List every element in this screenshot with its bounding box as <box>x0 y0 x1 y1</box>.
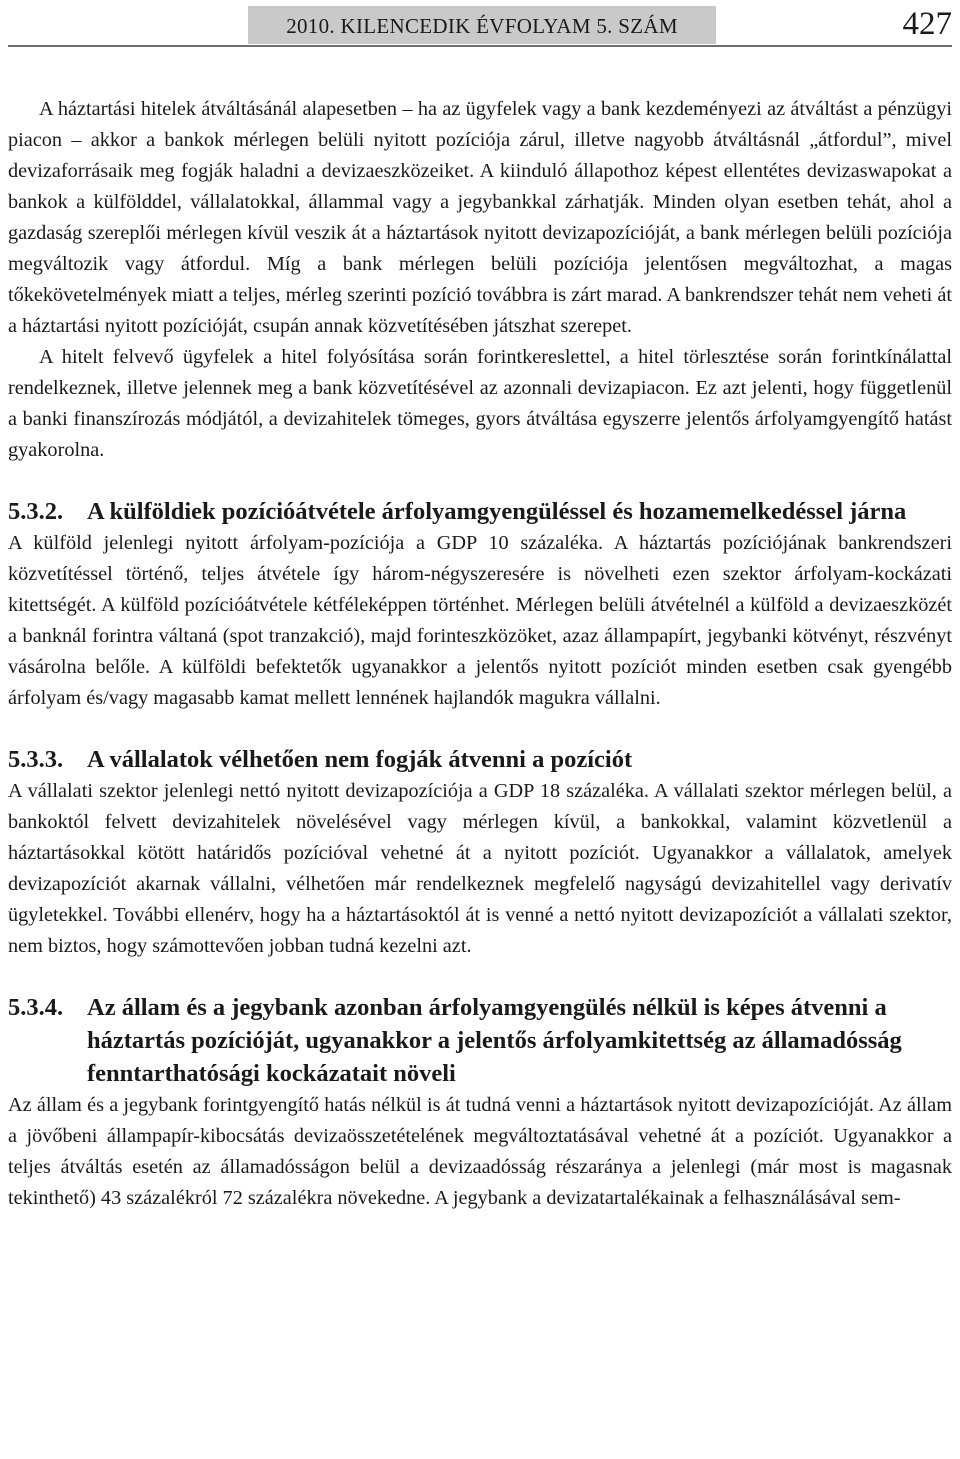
header-rule <box>8 45 952 47</box>
section-number: 5.3.2. <box>8 498 64 525</box>
section-paragraph: A vállalati szektor jelenlegi nettó nyitott devizapozíciója a GDP 18 százaléka. A vállalati szektor mérlegen belül, a bankoktól felvett devizahitelek növelésével vagy mérlegen kívül, a bankokkal, valamint közvetlenül a háztartásokkal kötött határidős pozícióval vehetné át a nyitott pozíciót. Ugyanakkor a vállalatok, amelyek devizapozíciót akarnak vállalni, vélhetően már rendelkeznek megfelelő nagyságú devizahitellel vagy derivatív ügyletekkel. További ellenérv, hogy ha a háztartásoktól át is venné a nettó nyitott devizapozíciót a vállalati szektor, nem biztos, hogy számottevően jobban tudná kezelni azt. <box>8 780 952 957</box>
section-heading <box>8 991 952 1090</box>
section-number: 5.3.4. <box>8 994 64 1021</box>
section-title: A vállalatok vélhetően nem fogják átvenni a pozíciót <box>87 746 633 773</box>
section-heading <box>8 743 952 776</box>
section-heading <box>8 495 952 528</box>
running-header-title: 2010. KILENCEDIK ÉVFOLYAM 5. SZÁM <box>286 14 678 38</box>
section-title: A külföldiek pozícióátvétele árfolyamgyengüléssel és hozamemelkedéssel járna <box>87 498 907 525</box>
body-paragraph: A hitelt felvevő ügyfelek a hitel folyósítása során forintkereslettel, a hitel törlesztése során forintkínálattal rendelkeznek, illetve jelennek meg a bank közvetítésével az azonnali devizapiacon. Ez azt jelenti, hogy függetlenül a banki finanszírozás módjától, a devizahitelek tömeges, gyors átváltása egyszerre jelentős árfolyamgyengítő hatást gyakorolna. <box>8 346 952 461</box>
section-title: Az állam és a jegybank azonban árfolyamgyengülés nélkül is képes átvenni a háztartás pozícióját, ugyanakkor a jelentős árfolyamkitettség az államadósság fenntarthatósági kockázatait növeli <box>87 994 902 1087</box>
section-paragraph: Az állam és a jegybank forintgyengítő hatás nélkül is át tudná venni a háztartások nyitott devizapozícióját. Az állam a jövőbeni állampapír-kibocsátás devizaösszetételének megváltoztatásával vehetné át a pozíciót. Ugyanakkor a teljes átváltás esetén az államadósságon belül a devizaadósság részaránya a jelenlegi (már most is magasnak tekinthető) 43 százalékról 72 százalékra növekedne. A jegybank a devizatartalékainak a felhasználásával sem- <box>8 1094 952 1209</box>
page-number: 427 <box>902 6 952 42</box>
section-paragraph: A külföld jelenlegi nyitott árfolyam-pozíciója a GDP 10 százaléka. A háztartás pozíciójának bankrendszeri közvetítéssel történő, teljes átvétele így három-négyszeresére is növelheti ezen szektor árfolyam-kockázati kitettségét. A külföld pozícióátvétele kétféleképpen történhet. Mérlegen belüli átvételnél a külföld a devizaeszközét a banknál forintra váltaná (spot tranzakció), majd forinteszközöket, azaz állampapírt, jegybanki kötvényt, részvényt vásárolna belőle. A külföldi befektetők ugyanakkor a jelentős nyitott pozíciót minden esetben csak gyengébb árfolyam és/vagy magasabb kamat mellett lennének hajlandók magukra vállalni. <box>8 532 952 709</box>
body-paragraph: A háztartási hitelek átváltásánál alapesetben – ha az ügyfelek vagy a bank kezdeményezi az átváltást a pénzügyi piacon – akkor a bankok mérlegen belüli nyitott pozíciója zárul, illetve nagyobb átváltásnál „átfordul”, mivel devizaforrásaik meg fogják haladni a devizaeszközeiket. A kiinduló állapothoz képest ellentétes devizaswapokat a bankok a külfölddel, vállalatokkal, állammal vagy a jegybankkal zárhatják. Minden olyan esetben tehát, ahol a gazdaság szereplői mérlegen kívül veszik át a háztartások nyitott devizapozícióját, a bank mérlegen belüli pozíciója megváltozik vagy átfordul. Míg a bank mérlegen belüli pozíciója jelentősen megváltozhat, a magas tőkekövetelmények miatt a teljes, mérleg szerinti pozíció továbbra is zárt marad. A bankrendszer tehát nem veheti át a háztartási nyitott pozícióját, csupán annak közvetítésében játszhat szerepet. <box>8 98 952 337</box>
article-body <box>8 94 952 1214</box>
section-number: 5.3.3. <box>8 746 64 773</box>
